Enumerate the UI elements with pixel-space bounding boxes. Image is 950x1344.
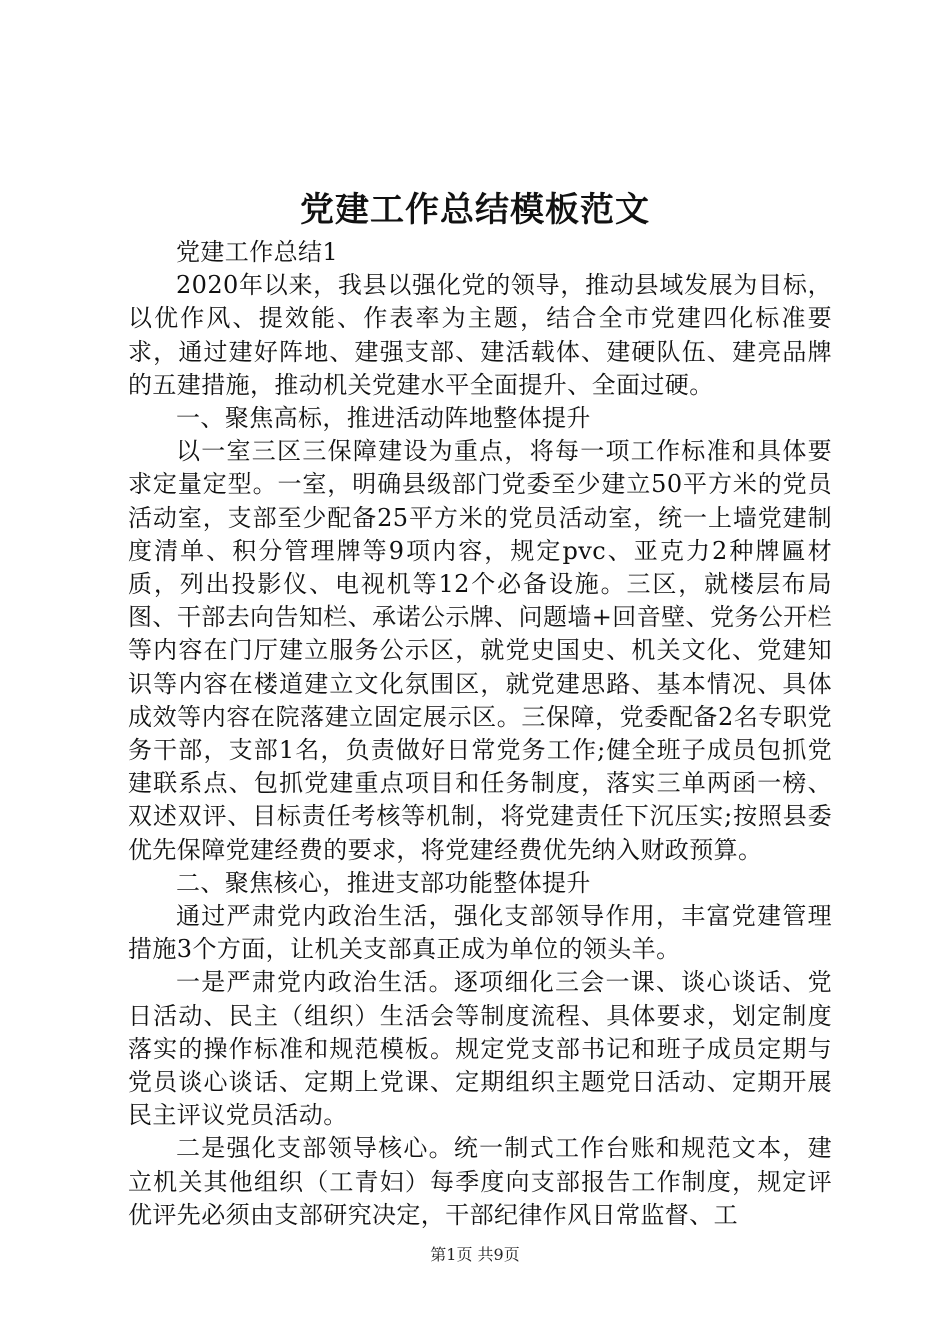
paragraph-intro: 2020年以来，我县以强化党的领导，推动县域发展为目标，以优作风、提效能、作表率为主题，结合全市党建四化标准要求，通过建好阵地、建强支部、建活载体、建硬队伍、建亮品牌的五建措施，推动机关党建水平全面提升、全面过硬。 [128, 271, 832, 399]
document-body [128, 236, 832, 1232]
paragraph-heading-summary-1: 党建工作总结1 [176, 238, 339, 266]
page-footer: 第1页 共9页 [430, 1245, 520, 1264]
paragraph-section-1-body: 以一室三区三保障建设为重点，将每一项工作标准和具体要求定量定型。一室，明确县级部门党委至少建立50平方米的党员活动室，支部至少配备25平方米的党员活动室，统一上墙党建制度清单、积分管理牌等9项内容，规定pvc、亚克力2种牌匾材质，列出投影仪、电视机等12个必备设施。三区，就楼层布局图、干部去向告知栏、承诺公示牌、问题墙+回音壁、党务公开栏等内容在门厅建立服务公示区，就党史国史、机关文化、党建知识等内容在楼道建立文化氛围区，就党建思路、基本情况、具体成效等内容在院落建立固定展示区。三保障，党委配备2名专职党务干部，支部1名，负责做好日常党务工作;健全班子成员包抓党建联系点、包抓党建重点项目和任务制度，落实三单两函一榜、双述双评、目标责任考核等机制，将党建责任下沉压实;按照县委优先保障党建经费的要求，将党建经费优先纳入财政预算。 [128, 437, 832, 864]
paragraph-section-2-point-2: 二是强化支部领导核心。统一制式工作台账和规范文本，建立机关其他组织（工青妇）每季度向支部报告工作制度，规定评优评先必须由支部研究决定，干部纪律作风日常监督、工 [128, 1134, 832, 1229]
section-heading-2: 二、聚焦核心，推进支部功能整体提升 [176, 868, 591, 897]
document-title: 党建工作总结模板范文 [300, 190, 650, 230]
paragraph-section-2-intro: 通过严肃党内政治生活，强化支部领导作用，丰富党建管理措施3个方面，让机关支部真正成为单位的领头羊。 [128, 902, 832, 964]
paragraph-section-2-point-1: 一是严肃党内政治生活。逐项细化三会一课、谈心谈话、党日活动、民主（组织）生活会等制度流程、具体要求，划定制度落实的操作标准和规范模板。规定党支部书记和班子成员定期与党员谈心谈话、定期上党课、定期组织主题党日活动、定期开展民主评议党员活动。 [128, 968, 832, 1130]
section-heading-1: 一、聚焦高标，推进活动阵地整体提升 [176, 404, 591, 433]
